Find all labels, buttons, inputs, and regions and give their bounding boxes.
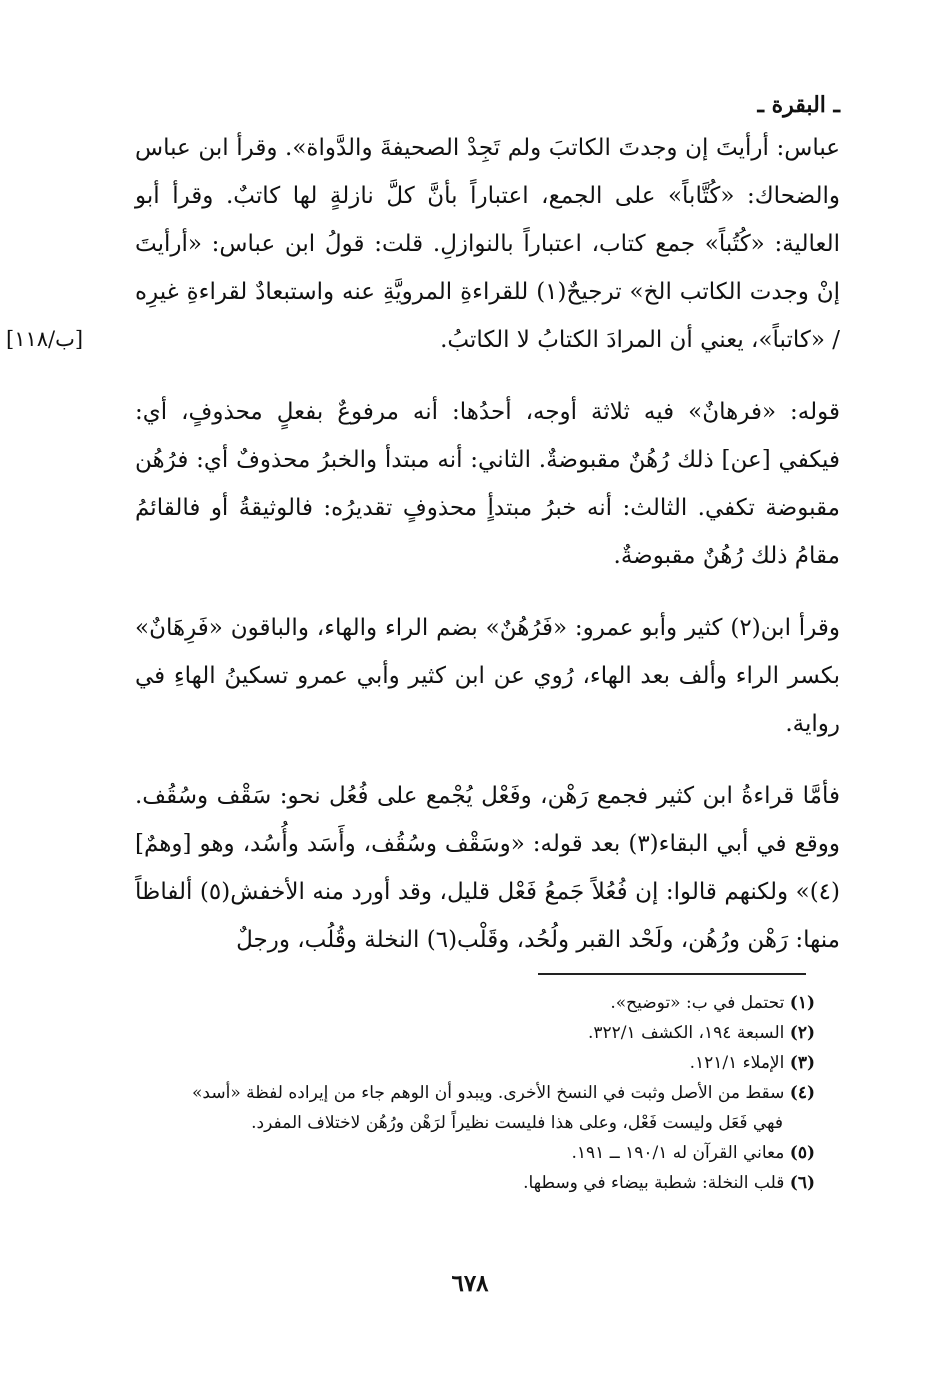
footnote-number: (٢) (789, 1023, 815, 1043)
footnote-text: معاني القرآن له ١٩٠/١ ــ ١٩١. (571, 1143, 785, 1163)
footnote-5 (135, 1138, 815, 1168)
footnote-4 (135, 1078, 815, 1108)
footnote-6 (135, 1168, 815, 1198)
footnotes (135, 988, 815, 1198)
paragraph-1: عباس: أرأيتَ إن وجدتَ الكاتبَ ولم تَجِدْ الصحيفةَ والدَّواة». وقرأ ابن عباس والضحاك: «كُتَّاباً» على الجمع، اعتباراً بأنَّ كلَّ نازلةٍ لها كاتبٌ. وقرأ أبو العالية: «كُتُباً» جمع كتاب، اعتباراً بالنوازلِ. قلت: قولُ ابن عباس: «أرأيتَ إنْ وجدت الكاتب الخ» ترجيحٌ(١) للقراءةِ المرويَّةِ عنه واستبعادٌ لقراءةِ غيرِه / «كاتباً»، يعني أن المرادَ الكتابُ لا الكاتبُ. (135, 135, 840, 353)
paragraph-3: وقرأ ابن(٢) كثير وأبو عمرو: «فَرُهُنٌ» بضم الراء والهاء، والباقون «فَرِهَانٌ» بكسر الراء وألف بعد الهاء، رُوي عن ابن كثير وأبي عمرو تسكينُ الهاءِ في رواية. (135, 615, 840, 737)
footnote-text: فهي فَعَل وليست فَعْل، وعلى هذا فليست نظيراً لرَهْن ورُهُن لاختلاف المفرد. (251, 1113, 783, 1133)
footnote-divider (538, 973, 806, 975)
footnote-number: (٦) (789, 1173, 815, 1193)
footnote-4-continuation (135, 1108, 783, 1138)
footnote-text: قلب النخلة: شطبة بيضاء في وسطها. (523, 1173, 785, 1193)
footnote-number: (١) (789, 993, 815, 1013)
footnote-1 (135, 988, 815, 1018)
main-text (135, 124, 840, 964)
footnote-2 (135, 1018, 815, 1048)
paragraph-2: قوله: «فرهانٌ» فيه ثلاثة أوجه، أحدُها: أنه مرفوعٌ بفعلٍ محذوفٍ، أي: فيكفي [عن] ذلك رُهُنٌ مقبوضةٌ. الثاني: أنه مبتدأ والخبرُ محذوفٌ أي: فرُهُن مقبوضة تكفي. الثالث: أنه خبرُ مبتدأٍ محذوفٍ تقديرُه: فالوثيقةُ أو فالقائمُ مقامُ ذلك رُهُنٌ مقبوضةٌ. (135, 399, 840, 569)
footnote-text: السبعة ١٩٤، الكشف ٣٢٢/١. (588, 1023, 785, 1043)
margin-folio-note: [۱۱۸/ب] (6, 327, 84, 351)
footnote-3 (135, 1048, 815, 1078)
footnote-number: (٤) (789, 1083, 815, 1103)
paragraph-4: فأمَّا قراءةُ ابن كثير فجمع رَهْن، وفَعْل يُجْمع على فُعُل نحو: سَقْف وسُقُف. ووقع في أبي البقاء(٣) بعد قوله: «وسَقْف وسُقُف، وأَسَد وأُسُد، وهو [وهمٌ](٤)» ولكنهم قالوا: إن فُعُلاً جَمعُ فَعْل قليل، وقد أورد منه الأخفش(٥) ألفاظاً منها: رَهْن ورُهُن، ولَحْد القبر ولُحُد، وقَلْب(٦) النخلة وقُلُب، ورجلٌ (135, 783, 841, 953)
footnote-number: (٣) (789, 1053, 815, 1073)
footnote-text: سقط من الأصل وثبت في النسخ الأخرى. ويبدو أن الوهم جاء من إيراده لفظة «أسد» (192, 1083, 785, 1103)
footnote-number: (٥) (789, 1143, 815, 1163)
page-number: ٦٧٨ (451, 1270, 489, 1297)
footnote-text: الإملاء ١٢١/١. (689, 1053, 785, 1073)
footnote-text: تحتمل في ب: «توضيح». (610, 993, 785, 1013)
running-header: ـ البقرة ـ (757, 92, 840, 118)
